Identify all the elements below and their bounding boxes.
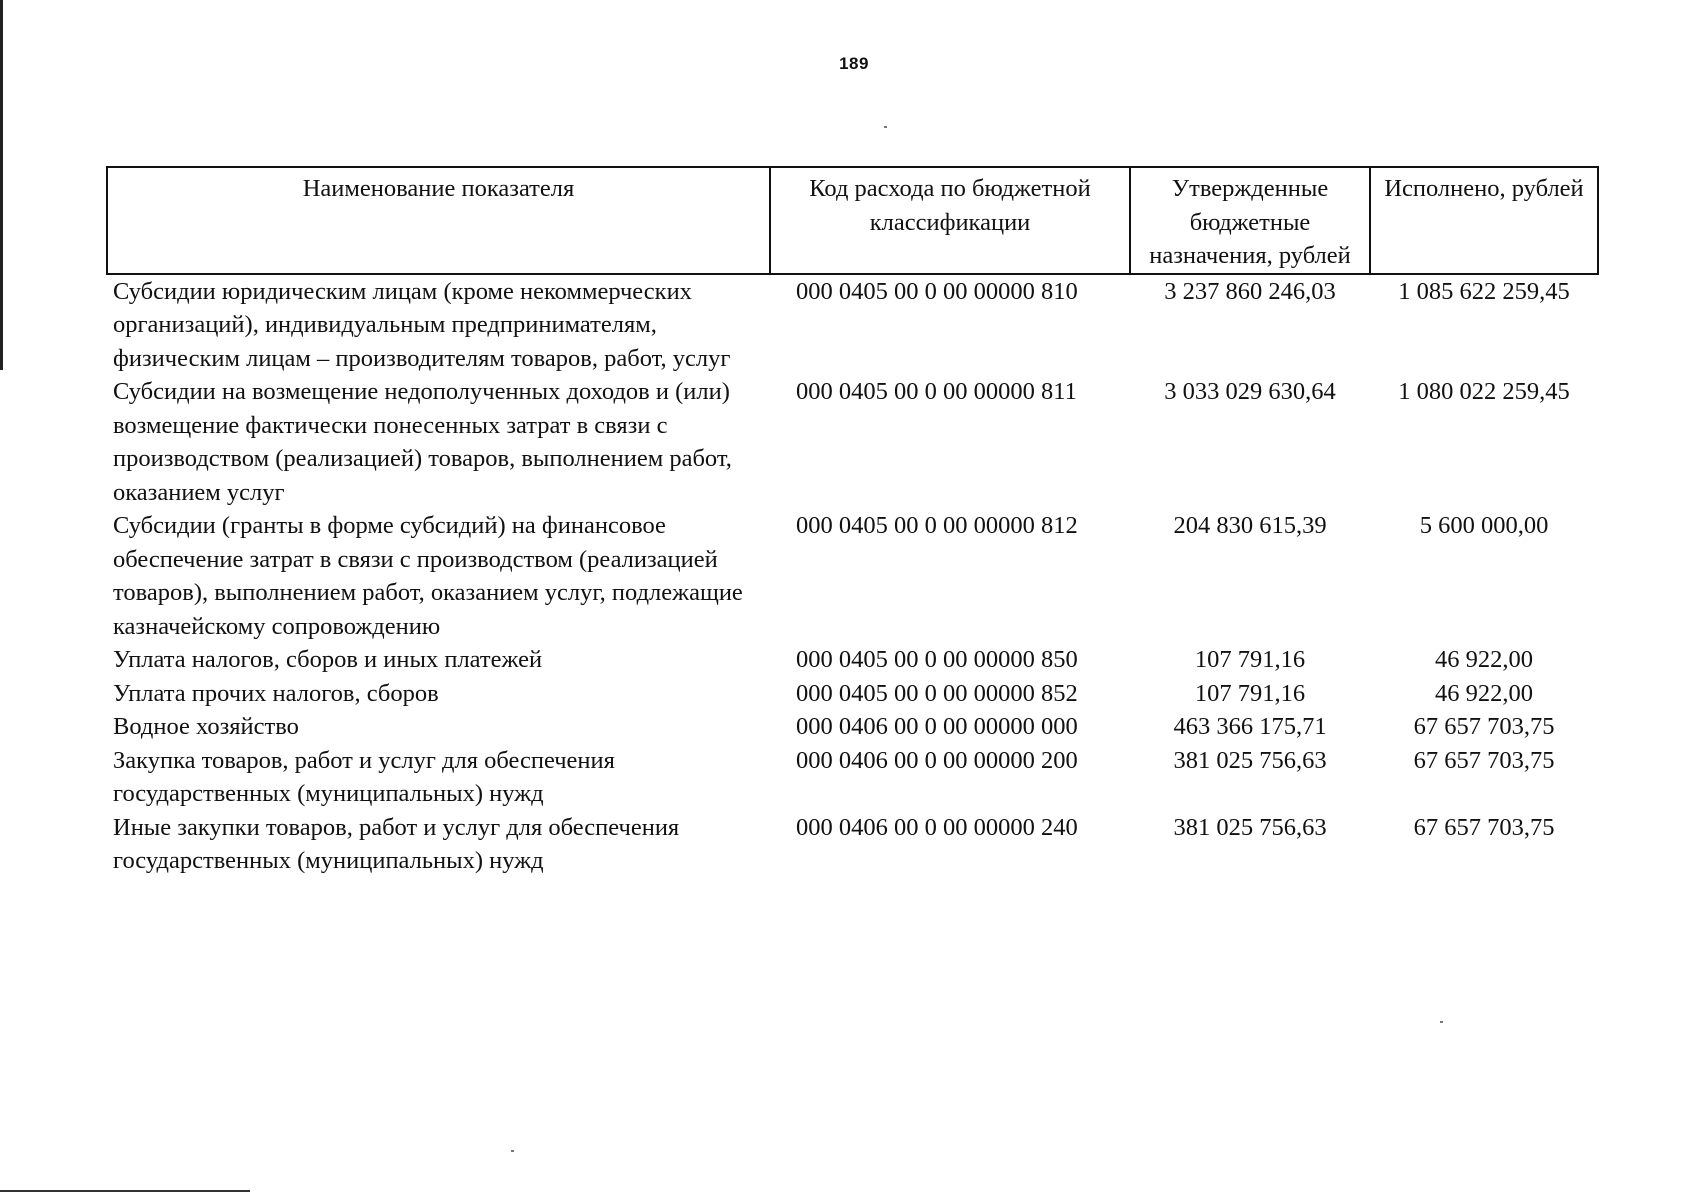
table-row	[107, 509, 1598, 643]
expense-code: 000 0405 00 0 00 00000 812	[796, 512, 1078, 539]
indicator-name: Субсидии на возмещение недополученных доходов и (или) возмещение фактически понесенных затрат в связи с производством (реализацией) товаров, выполнением работ, оказанием услуг	[113, 378, 732, 506]
column-header-indicator-name: Наименование показателя	[107, 167, 770, 274]
executed-amount: 1 085 622 259,45	[1398, 277, 1570, 305]
expense-code: 000 0405 00 0 00 00000 852	[796, 679, 1078, 707]
column-header-approved-amount: Утвержденные бюджетные назначения, рублей	[1130, 167, 1370, 274]
executed-amount: 46 922,00	[1435, 646, 1533, 673]
indicator-name: Иные закупки товаров, работ и услуг для обеспечения государственных (муниципальных) нужд	[113, 813, 680, 874]
table-row	[107, 375, 1598, 509]
executed-amount: 1 080 022 259,45	[1398, 378, 1570, 405]
column-header-executed-amount: Исполнено, рублей	[1370, 167, 1598, 274]
executed-amount: 67 657 703,75	[1413, 746, 1555, 774]
scan-speck	[1440, 1021, 1443, 1023]
indicator-name: Уплата прочих налогов, сборов	[113, 679, 439, 707]
table-row	[107, 274, 1598, 376]
column-header-expense-code: Код расхода по бюджетной классификации	[770, 167, 1130, 274]
budget-execution-table	[106, 166, 1599, 878]
indicator-name: Субсидии (гранты в форме субсидий) на финансовое обеспечение затрат в связи с производством (реализацией товаров), выполнением работ, оказанием услуг, подлежащие казначейскому сопровождению	[113, 512, 743, 640]
table-row	[107, 744, 1598, 811]
table-row	[107, 643, 1598, 677]
expense-code: 000 0406 00 0 00 00000 000	[796, 713, 1078, 740]
approved-amount: 463 366 175,71	[1173, 713, 1327, 740]
approved-amount: 3 033 029 630,64	[1164, 378, 1336, 405]
table-row	[107, 811, 1598, 878]
indicator-name: Водное хозяйство	[113, 713, 299, 740]
approved-amount: 107 791,16	[1194, 646, 1306, 673]
executed-amount: 67 657 703,75	[1413, 713, 1555, 740]
indicator-name: Уплата налогов, сборов и иных платежей	[113, 646, 543, 673]
executed-amount: 46 922,00	[1435, 679, 1533, 707]
executed-amount: 67 657 703,75	[1413, 813, 1555, 841]
table-row	[107, 710, 1598, 744]
scan-bottom-edge	[0, 1190, 250, 1192]
scan-speck	[511, 1150, 514, 1152]
indicator-name: Субсидии юридическим лицам (кроме некоммерческих организаций), индивидуальным предпринимателям, физическим лицам – производителям товаров, работ, услуг	[113, 277, 731, 372]
approved-amount: 3 237 860 246,03	[1164, 277, 1336, 305]
executed-amount: 5 600 000,00	[1419, 512, 1549, 539]
approved-amount: 381 025 756,63	[1173, 813, 1327, 841]
expense-code: 000 0405 00 0 00 00000 850	[796, 646, 1078, 673]
indicator-name: Закупка товаров, работ и услуг для обеспечения государственных (муниципальных) нужд	[113, 746, 615, 807]
approved-amount: 107 791,16	[1194, 679, 1306, 707]
approved-amount: 381 025 756,63	[1173, 746, 1327, 774]
approved-amount: 204 830 615,39	[1173, 512, 1327, 539]
scan-speck	[884, 126, 887, 128]
page-number: 189	[839, 54, 869, 73]
expense-code: 000 0405 00 0 00 00000 811	[796, 378, 1077, 405]
expense-code: 000 0405 00 0 00 00000 810	[796, 277, 1078, 305]
expense-code: 000 0406 00 0 00 00000 200	[796, 746, 1078, 774]
table-header-row	[107, 167, 1598, 274]
table-row	[107, 677, 1598, 711]
expense-code: 000 0406 00 0 00 00000 240	[796, 813, 1078, 841]
